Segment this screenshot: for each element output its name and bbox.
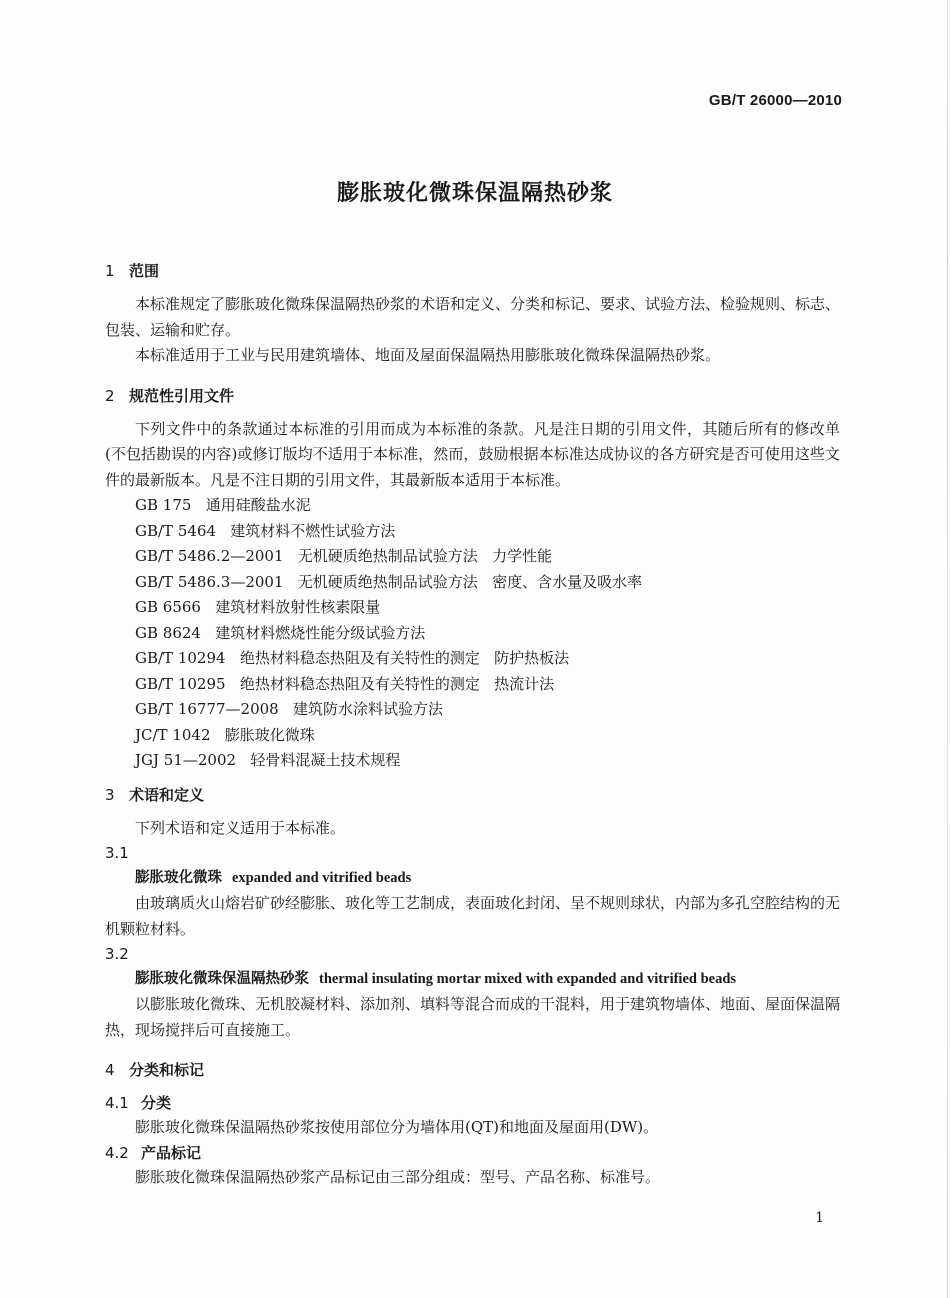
section-number: 2 [105,386,115,405]
reference-item: JGJ 51—2002 轻骨料混凝土技术规程 [135,751,401,769]
reference-item: GB 175 通用硅酸盐水泥 [135,496,311,514]
page-number: 1 [815,1210,824,1226]
document-body [105,258,840,1190]
section-4-heading [105,1057,840,1083]
term-definition: 由玻璃质火山熔岩矿砂经膨胀、玻化等工艺制成，表面玻化封闭、呈不规则球状，内部为多孔空腔结构的无机颗粒材料。 [105,894,841,938]
reference-item: GB/T 16777—2008 建筑防水涂料试验方法 [135,700,444,718]
scan-edge-line [947,0,948,1298]
section-2-heading [105,383,840,409]
subsection-title: 产品标记 [141,1143,202,1162]
standard-code: GB/T 26000—2010 [708,92,842,109]
section-title: 分类和标记 [129,1061,205,1079]
subsection-number: 4.1 [105,1094,129,1112]
clause-number: 3.1 [105,844,129,862]
paragraph: 下列术语和定义适用于本标准。 [135,818,346,837]
term-definition: 以膨胀玻化微珠、无机胶凝材料、添加剂、填料等混合而成的干混料，用于建筑物墙体、地面、屋面保温隔热，现场搅拌后可直接施工。 [105,995,841,1039]
subsection-4-1-heading [105,1091,840,1115]
reference-item: JC/T 1042 膨胀玻化微珠 [135,725,315,744]
subsection-title: 分类 [141,1094,172,1112]
term-heading [105,865,840,891]
term-zh: 膨胀玻化微珠 [135,869,222,886]
section-title: 规范性引用文件 [129,386,235,405]
term-zh: 膨胀玻化微珠保温隔热砂浆 [135,970,309,987]
section-number: 1 [105,262,115,280]
paragraph: 本标准适用于工业与民用建筑墙体、地面及屋面保温隔热用膨胀玻化微珠保温隔热砂浆。 [135,346,721,364]
term-en: expanded and vitrified beads [232,870,412,886]
section-number: 4 [105,1061,115,1079]
section-3-heading [105,782,840,808]
paragraph: 膨胀玻化微珠保温隔热砂浆产品标记由三部分组成：型号、产品名称、标准号。 [135,1167,661,1186]
clause-number: 3.2 [105,945,129,963]
document-title: 膨胀玻化微珠保温隔热砂浆 [336,181,613,206]
section-title: 术语和定义 [129,785,205,804]
reference-list [105,493,840,774]
reference-item: GB/T 10295 绝热材料稳态热阻及有关特性的测定 热流计法 [135,674,555,693]
term-heading [105,966,840,992]
reference-item: GB/T 10294 绝热材料稳态热阻及有关特性的测定 防护热板法 [135,649,570,667]
subsection-number: 4.2 [105,1143,129,1162]
section-1-heading [105,258,840,284]
reference-item: GB/T 5464 建筑材料不燃性试验方法 [135,521,396,540]
paragraph: 本标准规定了膨胀玻化微珠保温隔热砂浆的术语和定义、分类和标记、要求、试验方法、检验规则、标志、包装、运输和贮存。 [105,295,841,339]
reference-item: GB/T 5486.3—2001 无机硬质绝热制品试验方法 密度、含水量及吸水率 [135,572,643,591]
paragraph: 下列文件中的条款通过本标准的引用而成为本标准的条款。凡是注日期的引用文件，其随后所有的修改单(不包括勘误的内容)或修订版均不适用于本标准，然而，鼓励根据本标准达成协议的各方研究是否可使用这些文件的最新版本。凡是不注日期的引用文件，其最新版本适用于本标准。 [105,419,840,489]
section-number: 3 [105,785,115,804]
reference-item: GB/T 5486.2—2001 无机硬质绝热制品试验方法 力学性能 [135,547,553,565]
subsection-4-2-heading [105,1141,840,1165]
paragraph: 膨胀玻化微珠保温隔热砂浆按使用部位分为墙体用(QT)和地面及屋面用(DW)。 [135,1118,659,1136]
section-title: 范围 [129,262,160,280]
reference-item: GB 8624 建筑材料燃烧性能分级试验方法 [135,623,426,642]
term-en: thermal insulating mortar mixed with expanded and vitrified beads [319,971,737,987]
reference-item: GB 6566 建筑材料放射性核素限量 [135,598,381,616]
